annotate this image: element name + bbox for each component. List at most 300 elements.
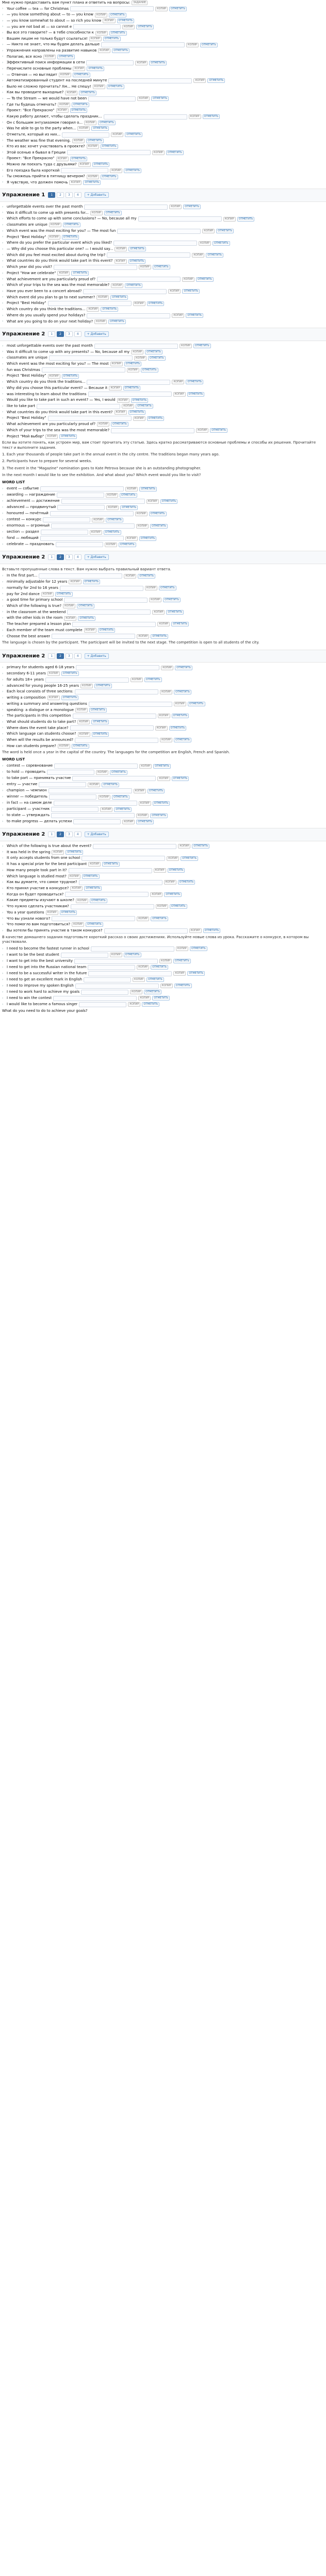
answer-field[interactable] (39, 573, 122, 579)
copy-button[interactable]: КОПИР (199, 241, 211, 246)
pager-page[interactable]: 1 (48, 554, 55, 560)
add-button[interactable]: + Добавить (85, 653, 109, 659)
copy-button[interactable]: КОПИР (65, 91, 77, 95)
mark-button[interactable]: ОТМЕТИТЬ (148, 789, 165, 793)
copy-button[interactable]: КОПИР (110, 953, 122, 957)
copy-button[interactable]: КОПИР (87, 144, 99, 149)
answer-field[interactable] (49, 794, 96, 800)
copy-button[interactable]: КОПИР (131, 677, 143, 682)
copy-button[interactable]: КОПИР (150, 892, 162, 897)
mark-button[interactable]: ОТМЕТИТЬ (111, 422, 128, 427)
mark-button[interactable]: ОТМЕТИТЬ (124, 168, 141, 173)
copy-button[interactable]: КОПИР (109, 386, 121, 391)
answer-field[interactable] (41, 530, 88, 535)
mark-button[interactable]: ОТМЕТИТЬ (72, 103, 89, 107)
answer-field[interactable] (71, 904, 154, 909)
mark-button[interactable]: ОТМЕТИТЬ (128, 259, 146, 264)
mark-button[interactable]: ОТМЕТИТЬ (183, 205, 201, 209)
answer-field[interactable] (88, 392, 172, 397)
copy-button[interactable]: КОПИР (178, 844, 190, 849)
mark-button[interactable]: ОТМЕТИТЬ (196, 277, 214, 282)
copy-button[interactable]: КОПИР (136, 814, 149, 818)
copy-button[interactable]: КОПИР (146, 499, 159, 504)
copy-button[interactable]: КОПИР (115, 259, 127, 264)
copy-button[interactable]: КОПИР (96, 770, 108, 775)
answer-field[interactable] (61, 953, 108, 958)
mark-button[interactable]: ОТМЕТИТЬ (203, 114, 220, 119)
copy-button[interactable]: КОПИР (111, 283, 123, 288)
answer-field[interactable] (93, 844, 176, 849)
answer-field[interactable] (75, 738, 158, 743)
mark-button[interactable]: ОТМЕТИТЬ (142, 1002, 159, 1007)
mark-button[interactable]: ОТМЕТИТЬ (141, 368, 158, 372)
mark-button[interactable]: ОТМЕТИТЬ (216, 229, 234, 233)
mark-button[interactable]: ОТМЕТИТЬ (128, 247, 146, 251)
pager-page[interactable]: 3 (66, 331, 73, 337)
mark-button[interactable]: ОТМЕТИТЬ (171, 622, 189, 626)
copy-button[interactable]: КОПИР (111, 132, 123, 137)
mark-button[interactable]: ОТМЕТИТЬ (55, 592, 73, 597)
copy-button[interactable]: КОПИР (223, 217, 236, 222)
copy-button[interactable]: КОПИР (156, 904, 168, 909)
mark-button[interactable]: ОТМЕТИТЬ (136, 820, 154, 824)
copy-button[interactable]: КОПИР (152, 150, 165, 155)
copy-button[interactable]: КОПИР (69, 180, 82, 185)
answer-field[interactable] (107, 252, 190, 258)
mark-button[interactable]: ОТМЕТИТЬ (60, 910, 77, 915)
copy-button[interactable]: КОПИР (75, 708, 88, 713)
copy-button[interactable]: КОПИР (68, 874, 80, 879)
copy-button[interactable]: КОПИР (131, 350, 143, 354)
answer-field[interactable] (69, 868, 152, 873)
copy-button[interactable]: КОПИР (173, 971, 186, 976)
copy-button[interactable]: КОПИР (89, 37, 102, 41)
copy-button[interactable]: КОПИР (149, 598, 161, 602)
copy-button[interactable]: КОПИР (64, 616, 76, 621)
mark-button[interactable]: ОТМЕТИТЬ (172, 714, 189, 718)
mark-button[interactable]: ОТМЕТИТЬ (138, 574, 155, 579)
copy-button[interactable]: КОПИР (45, 434, 58, 439)
copy-button[interactable]: КОПИР (52, 850, 64, 855)
mark-button[interactable]: ОТМЕТИТЬ (104, 530, 121, 535)
answer-field[interactable] (104, 114, 187, 120)
copy-button[interactable]: КОПИР (189, 114, 201, 119)
copy-button[interactable]: КОПИР (115, 247, 127, 251)
copy-button[interactable]: КОПИР (161, 666, 173, 670)
copy-button[interactable]: КОПИР (176, 946, 188, 951)
mark-button[interactable]: ОТМЕТИТЬ (190, 946, 207, 951)
answer-field[interactable] (75, 984, 159, 989)
mark-button[interactable]: ОТМЕТИТЬ (92, 162, 110, 167)
mark-button[interactable]: ОТМЕТИТЬ (151, 917, 168, 921)
copy-button[interactable]: КОПИР (180, 344, 192, 348)
mark-button[interactable]: ОТМЕТИТЬ (109, 13, 126, 18)
copy-button[interactable]: КОПИР (169, 205, 182, 209)
mark-button[interactable]: ОТМЕТИТЬ (59, 434, 77, 439)
copy-button[interactable]: КОПИР (173, 392, 186, 397)
copy-button[interactable]: КОПИР (138, 996, 151, 1001)
pager-page[interactable]: 4 (74, 554, 82, 560)
copy-button[interactable]: КОПИР (127, 368, 139, 372)
mark-button[interactable]: ОТМЕТИТЬ (94, 684, 112, 688)
copy-button[interactable]: КОПИР (90, 211, 103, 215)
copy-button[interactable]: КОПИР (172, 313, 184, 318)
pager-page[interactable]: 3 (66, 653, 73, 659)
mark-button[interactable]: ОТМЕТИТЬ (174, 690, 191, 694)
answer-field[interactable] (97, 277, 181, 282)
copy-button[interactable]: КОПИР (117, 398, 129, 403)
answer-field[interactable] (73, 714, 156, 719)
mark-button[interactable]: ОТМЕТИТЬ (102, 862, 120, 867)
mark-button[interactable]: ОТМЕТИТЬ (124, 953, 141, 957)
add-button[interactable]: + Добавить (85, 832, 109, 837)
copy-button[interactable]: КОПИР (48, 374, 60, 379)
copy-button[interactable]: КОПИР (92, 518, 104, 522)
copy-button[interactable]: КОПИР (189, 928, 202, 933)
copy-button[interactable]: КОПИР (72, 139, 85, 143)
mark-button[interactable]: ОТМЕТИТЬ (101, 175, 118, 179)
pager-page[interactable]: 3 (66, 554, 73, 560)
copy-button[interactable]: КОПИР (46, 910, 58, 915)
answer-field[interactable] (70, 725, 154, 731)
answer-field[interactable] (67, 150, 151, 155)
mark-button[interactable]: ОТМЕТИТЬ (151, 634, 168, 639)
mark-button[interactable]: ОТМЕТИТЬ (125, 283, 142, 288)
copy-button[interactable]: КОПИР (77, 720, 90, 724)
mark-button[interactable]: ОТМЕТИТЬ (109, 31, 127, 36)
copy-button[interactable]: КОПИР (134, 356, 146, 361)
answer-field[interactable] (39, 782, 86, 787)
mark-button[interactable]: ОТМЕТИТЬ (210, 428, 227, 433)
copy-button[interactable]: КОПИР (105, 543, 117, 547)
pager-page[interactable]: 1 (48, 653, 55, 659)
mark-button[interactable]: ОТМЕТИТЬ (61, 696, 79, 700)
answer-field[interactable] (45, 677, 129, 683)
copy-button[interactable]: КОПИР (155, 7, 168, 11)
answer-field[interactable] (56, 542, 103, 547)
mark-button[interactable]: ОТМЕТИТЬ (72, 744, 89, 749)
copy-button[interactable]: КОПИР (70, 886, 83, 891)
copy-button[interactable]: КОПИР (106, 505, 119, 510)
copy-button[interactable]: КОПИР (152, 610, 165, 615)
mark-button[interactable]: ОТМЕТИТЬ (86, 139, 104, 143)
copy-button[interactable]: КОПИР (158, 714, 170, 718)
answer-field[interactable] (50, 511, 134, 516)
answer-field[interactable] (101, 42, 185, 47)
mark-button[interactable]: ОТМЕТИТЬ (182, 289, 200, 294)
mark-button[interactable]: ОТМЕТИТЬ (98, 628, 116, 633)
copy-button[interactable]: КОПИР (122, 820, 135, 824)
mark-button[interactable]: ОТМЕТИТЬ (62, 235, 79, 240)
answer-field[interactable] (60, 586, 143, 591)
copy-button[interactable]: КОПИР (47, 696, 60, 700)
copy-button[interactable]: КОПИР (134, 789, 146, 793)
answer-field[interactable] (79, 880, 162, 885)
answer-field[interactable] (43, 517, 90, 522)
mark-button[interactable]: ОТМЕТИТЬ (169, 7, 187, 11)
mark-button[interactable]: ОТМЕТИТЬ (77, 604, 94, 608)
answer-field[interactable] (48, 301, 132, 306)
answer-field[interactable] (84, 977, 131, 982)
copy-button[interactable]: КОПИР (90, 530, 102, 535)
mark-button[interactable]: ОТМЕТИТЬ (83, 180, 101, 185)
answer-field[interactable] (138, 216, 222, 222)
mark-button[interactable]: ОТМЕТИТЬ (153, 764, 171, 769)
pager-page[interactable]: 2 (57, 832, 64, 837)
mark-button[interactable]: ОТМЕТИТЬ (101, 307, 118, 312)
mark-button[interactable]: ОТМЕТИТЬ (151, 96, 169, 101)
copy-button[interactable]: КОПИР (80, 684, 93, 688)
copy-button[interactable]: КОПИР (69, 580, 81, 584)
copy-button[interactable]: КОПИР (157, 776, 170, 781)
copy-button[interactable]: КОПИР (139, 764, 152, 769)
mark-button[interactable]: ОТМЕТИТЬ (120, 505, 138, 510)
mark-button[interactable]: ОТМЕТИТЬ (148, 356, 166, 361)
copy-button[interactable]: КОПИР (93, 84, 105, 89)
answer-field[interactable] (52, 916, 135, 921)
copy-button[interactable]: КОПИР (72, 922, 84, 927)
copy-button[interactable]: КОПИР (47, 671, 60, 676)
copy-button[interactable]: КОПИР (87, 307, 99, 312)
mark-button[interactable]: ОТМЕТИТЬ (120, 493, 137, 498)
mark-button[interactable]: ОТМЕТИТЬ (144, 677, 162, 682)
answer-field[interactable] (62, 132, 109, 138)
copy-button[interactable]: КОПИР (88, 862, 101, 867)
mark-button[interactable]: ОТМЕТИТЬ (106, 518, 123, 522)
answer-field[interactable] (65, 892, 149, 897)
answer-field[interactable] (72, 622, 156, 627)
copy-button[interactable]: КОПИР (56, 157, 69, 161)
copy-button[interactable]: КОПИР (106, 493, 118, 498)
copy-button[interactable]: КОПИР (159, 959, 172, 963)
mark-button[interactable]: ОТМЕТИТЬ (70, 157, 88, 161)
copy-button[interactable]: КОПИР (73, 66, 85, 71)
mark-button[interactable]: ОТМЕТИТЬ (70, 108, 88, 113)
copy-button[interactable]: КОПИР (124, 574, 136, 579)
copy-button[interactable]: КОПИР (160, 984, 173, 988)
answer-field[interactable] (87, 313, 170, 318)
mark-button[interactable]: ОТМЕТИТЬ (193, 344, 211, 348)
mark-button[interactable]: ОТМЕТИТЬ (174, 738, 191, 742)
answer-field[interactable] (51, 807, 99, 812)
copy-button[interactable]: КОПИР (43, 55, 56, 59)
copy-button[interactable]: КОПИР (145, 586, 157, 590)
answer-field[interactable] (40, 486, 124, 492)
pager-page[interactable]: 4 (74, 192, 82, 198)
copy-button[interactable]: КОПИР (172, 380, 184, 384)
answer-field[interactable] (73, 819, 121, 824)
answer-field[interactable] (91, 946, 174, 952)
copy-button[interactable]: КОПИР (84, 628, 96, 633)
copy-button[interactable]: КОПИР (110, 362, 123, 366)
copy-button[interactable]: КОПИР (136, 524, 149, 529)
mark-button[interactable]: ОТМЕТИТЬ (79, 91, 96, 95)
mark-button[interactable]: ОТМЕТИТЬ (147, 301, 165, 306)
copy-button[interactable]: КОПИР (192, 253, 204, 258)
copy-button[interactable]: КОПИР (137, 96, 150, 101)
copy-button[interactable]: КОПИР (115, 410, 127, 415)
copy-button[interactable]: КОПИР (168, 289, 181, 294)
answer-field[interactable] (89, 702, 172, 707)
copy-button[interactable]: КОПИР (110, 168, 122, 173)
answer-field[interactable] (83, 289, 167, 294)
copy-button[interactable]: КОПИР (48, 235, 60, 240)
answer-field[interactable] (51, 523, 135, 529)
pager-page[interactable]: 3 (66, 192, 73, 198)
answer-field[interactable] (111, 428, 194, 433)
answer-field[interactable] (113, 241, 197, 246)
mark-button[interactable]: ОТМЕТИТЬ (124, 362, 142, 366)
mark-button[interactable]: ОТМЕТИТЬ (149, 61, 167, 65)
pager-page[interactable]: 1 (48, 192, 55, 198)
copy-button[interactable]: КОПИР (128, 1002, 140, 1007)
answer-field[interactable] (81, 990, 128, 995)
mark-button[interactable]: ОТМЕТИТЬ (131, 398, 149, 403)
answer-field[interactable] (49, 355, 133, 361)
answer-field[interactable] (108, 78, 192, 83)
mark-button[interactable]: ОТМЕТИТЬ (160, 499, 178, 504)
copy-button[interactable]: КОПИР (125, 536, 138, 541)
answer-field[interactable] (88, 965, 135, 970)
copy-button[interactable]: КОПИР (130, 990, 142, 994)
copy-button[interactable]: КОПИР (137, 917, 149, 921)
mark-button[interactable]: ОТМЕТИТЬ (98, 121, 116, 125)
mark-button[interactable]: ОТМЕТИТЬ (104, 211, 122, 215)
mark-button[interactable]: ОТМЕТИТЬ (83, 580, 101, 584)
answer-field[interactable] (47, 770, 94, 775)
copy-button[interactable]: КОПИР (56, 108, 69, 113)
answer-field[interactable] (57, 493, 104, 498)
mark-button[interactable]: ОТМЕТИТЬ (90, 899, 107, 903)
mark-button[interactable]: ОТМЕТИТЬ (73, 73, 90, 77)
mark-button[interactable]: ОТМЕТИТЬ (147, 416, 165, 421)
pager-page[interactable]: 1 (48, 331, 55, 337)
mark-button[interactable]: ОТМЕТИТЬ (63, 223, 80, 227)
pager-page[interactable]: 2 (57, 653, 64, 659)
answer-field[interactable] (40, 536, 124, 541)
copy-button[interactable]: КОПИР (78, 732, 90, 737)
copy-button[interactable]: КОПИР (133, 301, 145, 306)
mark-button[interactable]: ОТМЕТИТЬ (103, 37, 121, 41)
mark-button[interactable]: ОТМЕТИТЬ (170, 904, 187, 909)
mark-button[interactable]: ОТМЕТИТЬ (188, 702, 205, 706)
answer-field[interactable] (42, 367, 125, 372)
mark-button[interactable]: ОТМЕТИТЬ (108, 319, 126, 324)
add-button[interactable]: + Добавить (85, 331, 109, 337)
copy-button[interactable]: КОПИР (95, 31, 108, 36)
mark-button[interactable]: ОТМЕТИТЬ (150, 524, 168, 529)
mark-button[interactable]: ОТМЕТИТЬ (186, 313, 203, 318)
answer-field[interactable] (84, 205, 168, 210)
mark-button[interactable]: ОТМЕТИТЬ (200, 43, 218, 47)
answer-field[interactable] (70, 6, 154, 11)
mark-button[interactable]: ОТМЕТИТЬ (187, 392, 205, 397)
copy-button[interactable]: КОПИР (96, 295, 109, 300)
answer-field[interactable] (48, 788, 132, 793)
mark-button[interactable]: ОТМЕТИТЬ (136, 25, 154, 29)
mark-button[interactable]: ОТМЕТИТЬ (107, 84, 124, 89)
copy-button[interactable]: КОПИР (182, 277, 194, 282)
copy-button[interactable]: КОПИР (167, 856, 179, 861)
answer-field[interactable] (88, 971, 172, 976)
mark-button[interactable]: ОТМЕТИТЬ (150, 814, 168, 818)
mark-button[interactable]: ОТМЕТИТЬ (112, 795, 129, 800)
mark-button[interactable]: ОТМЕТИТЬ (61, 671, 79, 676)
copy-button[interactable]: КОПИР (196, 428, 208, 433)
answer-field[interactable] (75, 689, 158, 694)
mark-button[interactable]: ОТМЕТИТЬ (178, 880, 195, 885)
pager-page[interactable]: 4 (74, 653, 82, 659)
copy-button[interactable]: КОПИР (133, 416, 145, 421)
copy-button[interactable]: КОПИР (78, 162, 91, 167)
copy-button[interactable]: КОПИР (160, 738, 172, 742)
copy-button[interactable]: КОПИР (160, 690, 172, 694)
mark-button[interactable]: ОТМЕТИТЬ (203, 928, 221, 933)
copy-button[interactable]: КОПИР (202, 229, 215, 233)
mark-button[interactable]: ОТМЕТИТЬ (172, 776, 189, 781)
mark-button[interactable]: ОТМЕТИТЬ (174, 984, 192, 988)
mark-button[interactable]: ОТМЕТИТЬ (159, 586, 176, 590)
copy-button[interactable]: КОПИР (133, 977, 145, 982)
mark-button[interactable]: ОТМЕТИТЬ (84, 886, 102, 891)
mark-button[interactable]: ОТМЕТИТЬ (153, 801, 170, 806)
answer-field[interactable] (54, 265, 137, 270)
mark-button[interactable]: ОТМЕТИТЬ (149, 512, 167, 516)
copy-button[interactable]: КОПИР (137, 965, 149, 970)
mark-button[interactable]: ОТМЕТИТЬ (207, 78, 225, 83)
mark-button[interactable]: ОТМЕТИТЬ (146, 977, 164, 982)
mark-button[interactable]: ОТМЕТИТЬ (101, 144, 118, 149)
mark-button[interactable]: ОТМЕТИТЬ (62, 374, 79, 379)
answer-field[interactable] (76, 665, 159, 670)
mark-button[interactable]: ОТМЕТИТЬ (166, 150, 184, 155)
answer-field[interactable] (51, 813, 135, 818)
copy-button[interactable]: КОПИР (135, 61, 148, 65)
mark-button[interactable]: ОТМЕТИТЬ (139, 536, 157, 541)
mark-button[interactable]: ОТМЕТИТЬ (145, 350, 162, 354)
mark-button[interactable]: ОТМЕТИТЬ (164, 892, 182, 897)
mark-button[interactable]: ОТМЕТИТЬ (206, 253, 223, 258)
copy-button[interactable]: КОПИР (49, 223, 61, 227)
add-button[interactable]: + Добавить (85, 554, 109, 560)
answer-field[interactable] (52, 634, 135, 639)
copy-button[interactable]: КОПИР (77, 126, 90, 131)
answer-field[interactable] (82, 856, 165, 861)
answer-field[interactable] (61, 499, 145, 504)
pager-page[interactable]: 4 (74, 331, 82, 337)
copy-button[interactable]: КОПИР (97, 422, 109, 427)
mark-button[interactable]: ОТМЕТИТЬ (119, 543, 136, 547)
mark-button[interactable]: ОТМЕТИТЬ (86, 922, 103, 927)
copy-button[interactable]: КОПИР (87, 175, 99, 179)
mark-button[interactable]: ОТМЕТИТЬ (151, 965, 168, 970)
mark-button[interactable]: ОТМЕТИТЬ (139, 487, 157, 492)
answer-field[interactable] (37, 404, 120, 409)
mark-button[interactable]: ОТМЕТИТЬ (144, 990, 161, 994)
answer-field[interactable] (117, 229, 201, 234)
copy-button[interactable]: КОПИР (88, 783, 100, 787)
copy-button[interactable]: КОПИР (41, 592, 54, 597)
mark-button[interactable]: ОТМЕТИТЬ (87, 66, 104, 71)
mark-button[interactable]: ОТМЕТИТЬ (66, 850, 83, 855)
pager-page[interactable]: 2 (57, 554, 64, 560)
copy-button[interactable]: КОПИР (103, 19, 115, 23)
copy-button[interactable]: КОПИР (164, 880, 176, 885)
mark-button[interactable]: ОТМЕТИТЬ (117, 19, 135, 23)
answer-field[interactable] (88, 96, 136, 101)
mark-button[interactable]: ОТМЕТИТЬ (173, 959, 191, 963)
mark-button[interactable]: ОТМЕТИТЬ (89, 708, 107, 713)
